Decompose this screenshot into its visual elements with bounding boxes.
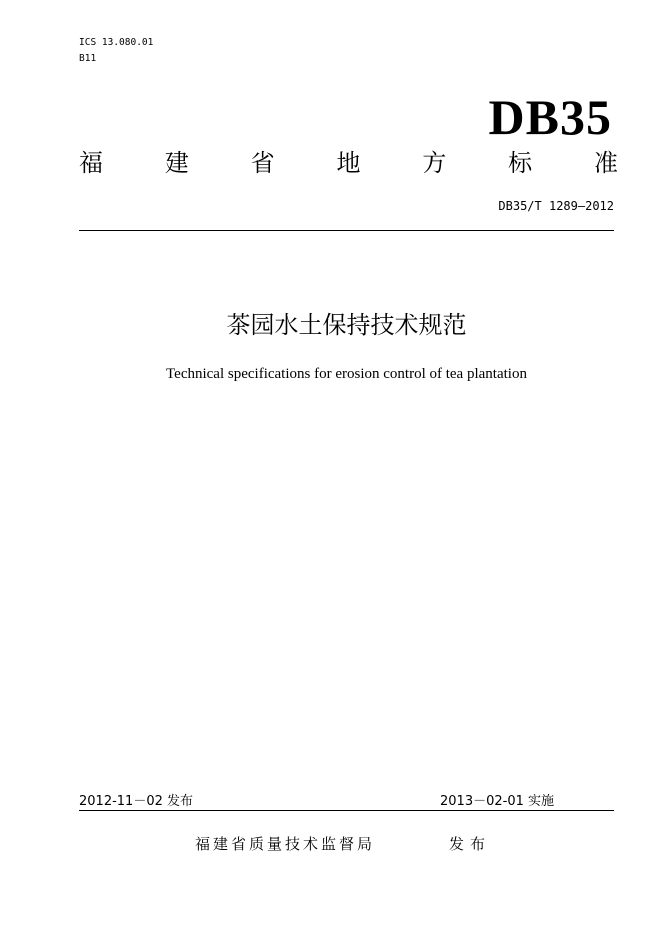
standard-type-char: 省 (250, 149, 275, 177)
footer-divider (79, 810, 614, 811)
standard-type-char: 标 (508, 149, 533, 177)
issuing-authority: 福建省质量技术监督局 (195, 835, 376, 853)
classification-code: B11 (79, 53, 97, 64)
document-title-cn: 茶园水土保持技术规范 (226, 311, 467, 339)
header-divider (79, 230, 614, 231)
db35-logo: DB35 (488, 89, 612, 145)
standard-type-char: 建 (164, 149, 189, 177)
standard-type-char: 地 (336, 149, 361, 177)
standard-type-char: 福 (79, 149, 103, 177)
standard-type-title (79, 146, 618, 180)
classification-block (79, 35, 153, 67)
issue-label: 发布 (449, 835, 492, 853)
release-date: 2012-11－02 发布 (79, 794, 193, 809)
standard-type-char: 方 (422, 149, 447, 177)
effective-date: 2013－02-01 实施 (440, 794, 554, 809)
document-title-en: Technical specifications for erosion control of tea plantation (166, 366, 527, 382)
standard-type-char: 准 (593, 149, 618, 177)
standard-number: DB35/T 1289—2012 (498, 199, 614, 213)
ics-code: ICS 13.080.01 (79, 37, 154, 48)
